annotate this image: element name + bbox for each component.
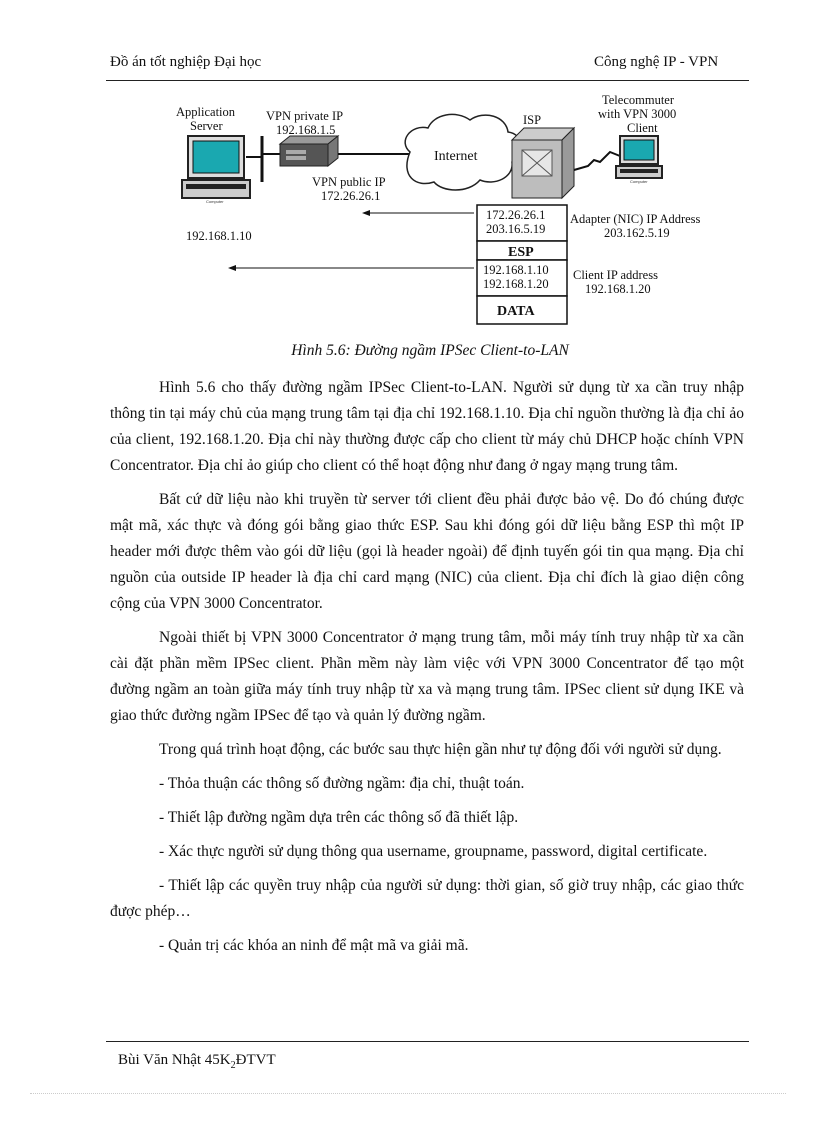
body-text (110, 375, 744, 967)
isp-router-icon (512, 128, 574, 198)
vpn-concentrator-icon (280, 136, 338, 166)
telecommuter-label-3: Client (627, 121, 658, 135)
internet-label: Internet (434, 149, 478, 164)
application-server-computer-icon (182, 136, 250, 198)
telecommuter-label-2: with VPN 3000 (598, 107, 677, 121)
packet-inner-src: 192.168.1.10 (483, 263, 549, 277)
vpn-private-ip-value: 192.168.1.5 (276, 123, 336, 137)
isp-label: ISP (523, 113, 542, 127)
client-ip-label: Client IP address (573, 268, 658, 282)
list-item: - Thỏa thuận các thông số đường ngầm: địa chỉ, thuật toán. (159, 775, 525, 792)
footer-divider (106, 1041, 749, 1042)
header-topic: Công nghệ IP - VPN (594, 54, 719, 70)
inner-packet-arrowhead (228, 265, 236, 271)
footer-author-suffix: ĐTVT (235, 1052, 276, 1068)
telecommuter-computer-icon (616, 136, 662, 178)
paragraph-1: Hình 5.6 cho thấy đường ngầm IPSec Client-to-LAN. Người sử dụng từ xa cần truy nhập thông tin tại máy chủ của mạng trung tâm tại địa chỉ 192.168.1.10. Địa chỉ nguồn thường là địa chỉ ảo của client, 192.168.1.20. Địa chỉ này thường được cấp cho client từ máy chủ DHCP hoặc chính VPN Concentrator. Địa chỉ ảo giúp cho client có thể hoạt động như đang ở ngay mạng trung tâm. (110, 379, 744, 474)
paragraph-4: Trong quá trình hoạt động, các bước sau thực hiện gần như tự động đối với người sử dụng. (159, 741, 722, 758)
paragraph-2: Bất cứ dữ liệu nào khi truyền từ server tới client đều phải được bảo vệ. Do đó chúng được mật mã, xác thực và đóng gói bằng giao thức ESP. Sau khi đóng gói dữ liệu bằng ESP thì một IP header mới được thêm vào gói dữ liệu (gọi là header ngoài) để định tuyến gói tin qua mạng. Địa chỉ nguồn của outside IP header là địa chỉ card mạng (NIC) của client. Địa chỉ đích là giao diện công cộng của VPN 3000 Concentrator. (110, 491, 744, 612)
client-ip-value: 192.168.1.20 (585, 282, 651, 296)
telecommuter-label-1: Telecommuter (602, 93, 675, 107)
list-item: - Thiết lập đường ngầm dựa trên các thông số đã thiết lập. (159, 809, 519, 826)
packet-esp: ESP (508, 245, 534, 260)
packet-data: DATA (497, 304, 535, 319)
paragraph-3: Ngoài thiết bị VPN 3000 Concentrator ở mạng trung tâm, mỗi máy tính truy nhập từ xa cần cài đặt phần mềm IPSec client. Phần mềm này làm việc với VPN 3000 Concentrator để tạo một đường ngầm an toàn giữa máy tính truy nhập từ xa và mạng trung tâm. IPSec client sử dụng IKE và giao thức đường ngầm IPSec để tạo và quản lý đường ngầm. (110, 629, 744, 724)
adapter-ip-value: 203.162.5.19 (604, 226, 670, 240)
app-server-label-2: Server (190, 119, 223, 133)
list-item: - Quản trị các khóa an ninh để mật mã va giải mã. (159, 937, 469, 954)
server-ip-label: 192.168.1.10 (186, 229, 252, 243)
list-item: - Thiết lập các quyền truy nhập của người sử dụng: thời gian, số giờ truy nhập, các giao thức được phép… (110, 877, 744, 920)
packet-outer-src: 172.26.26.1 (486, 208, 546, 222)
vpn-public-ip-value: 172.26.26.1 (321, 189, 381, 203)
vpn-private-ip-label: VPN private IP (266, 109, 344, 123)
adapter-ip-label: Adapter (NIC) IP Address (570, 212, 701, 226)
page-bottom-border (30, 1093, 786, 1094)
computer-caption-right: Computer (630, 179, 648, 184)
list-item: - Xác thực người sử dụng thông qua username, groupname, password, digital certificate. (159, 843, 708, 860)
header-document-title: Đồ án tốt nghiệp Đại học (110, 54, 262, 70)
dialup-link (574, 152, 620, 170)
packet-inner-dst: 192.168.1.20 (483, 277, 549, 291)
ipsec-client-to-lan-diagram (0, 86, 816, 336)
outer-packet-arrowhead (362, 210, 370, 216)
figure-caption: Hình 5.6: Đường ngầm IPSec Client-to-LAN (291, 342, 569, 359)
vpn-public-ip-label: VPN public IP (312, 175, 386, 189)
footer-author (118, 1052, 276, 1071)
computer-caption-left: Computer (206, 199, 224, 204)
footer-author-sub: 2 (230, 1060, 236, 1071)
app-server-label-1: Application (176, 105, 236, 119)
header-divider (106, 80, 749, 81)
footer-author-name: Bùi Văn Nhật 45K (118, 1052, 231, 1068)
packet-outer-dst: 203.16.5.19 (486, 222, 546, 236)
